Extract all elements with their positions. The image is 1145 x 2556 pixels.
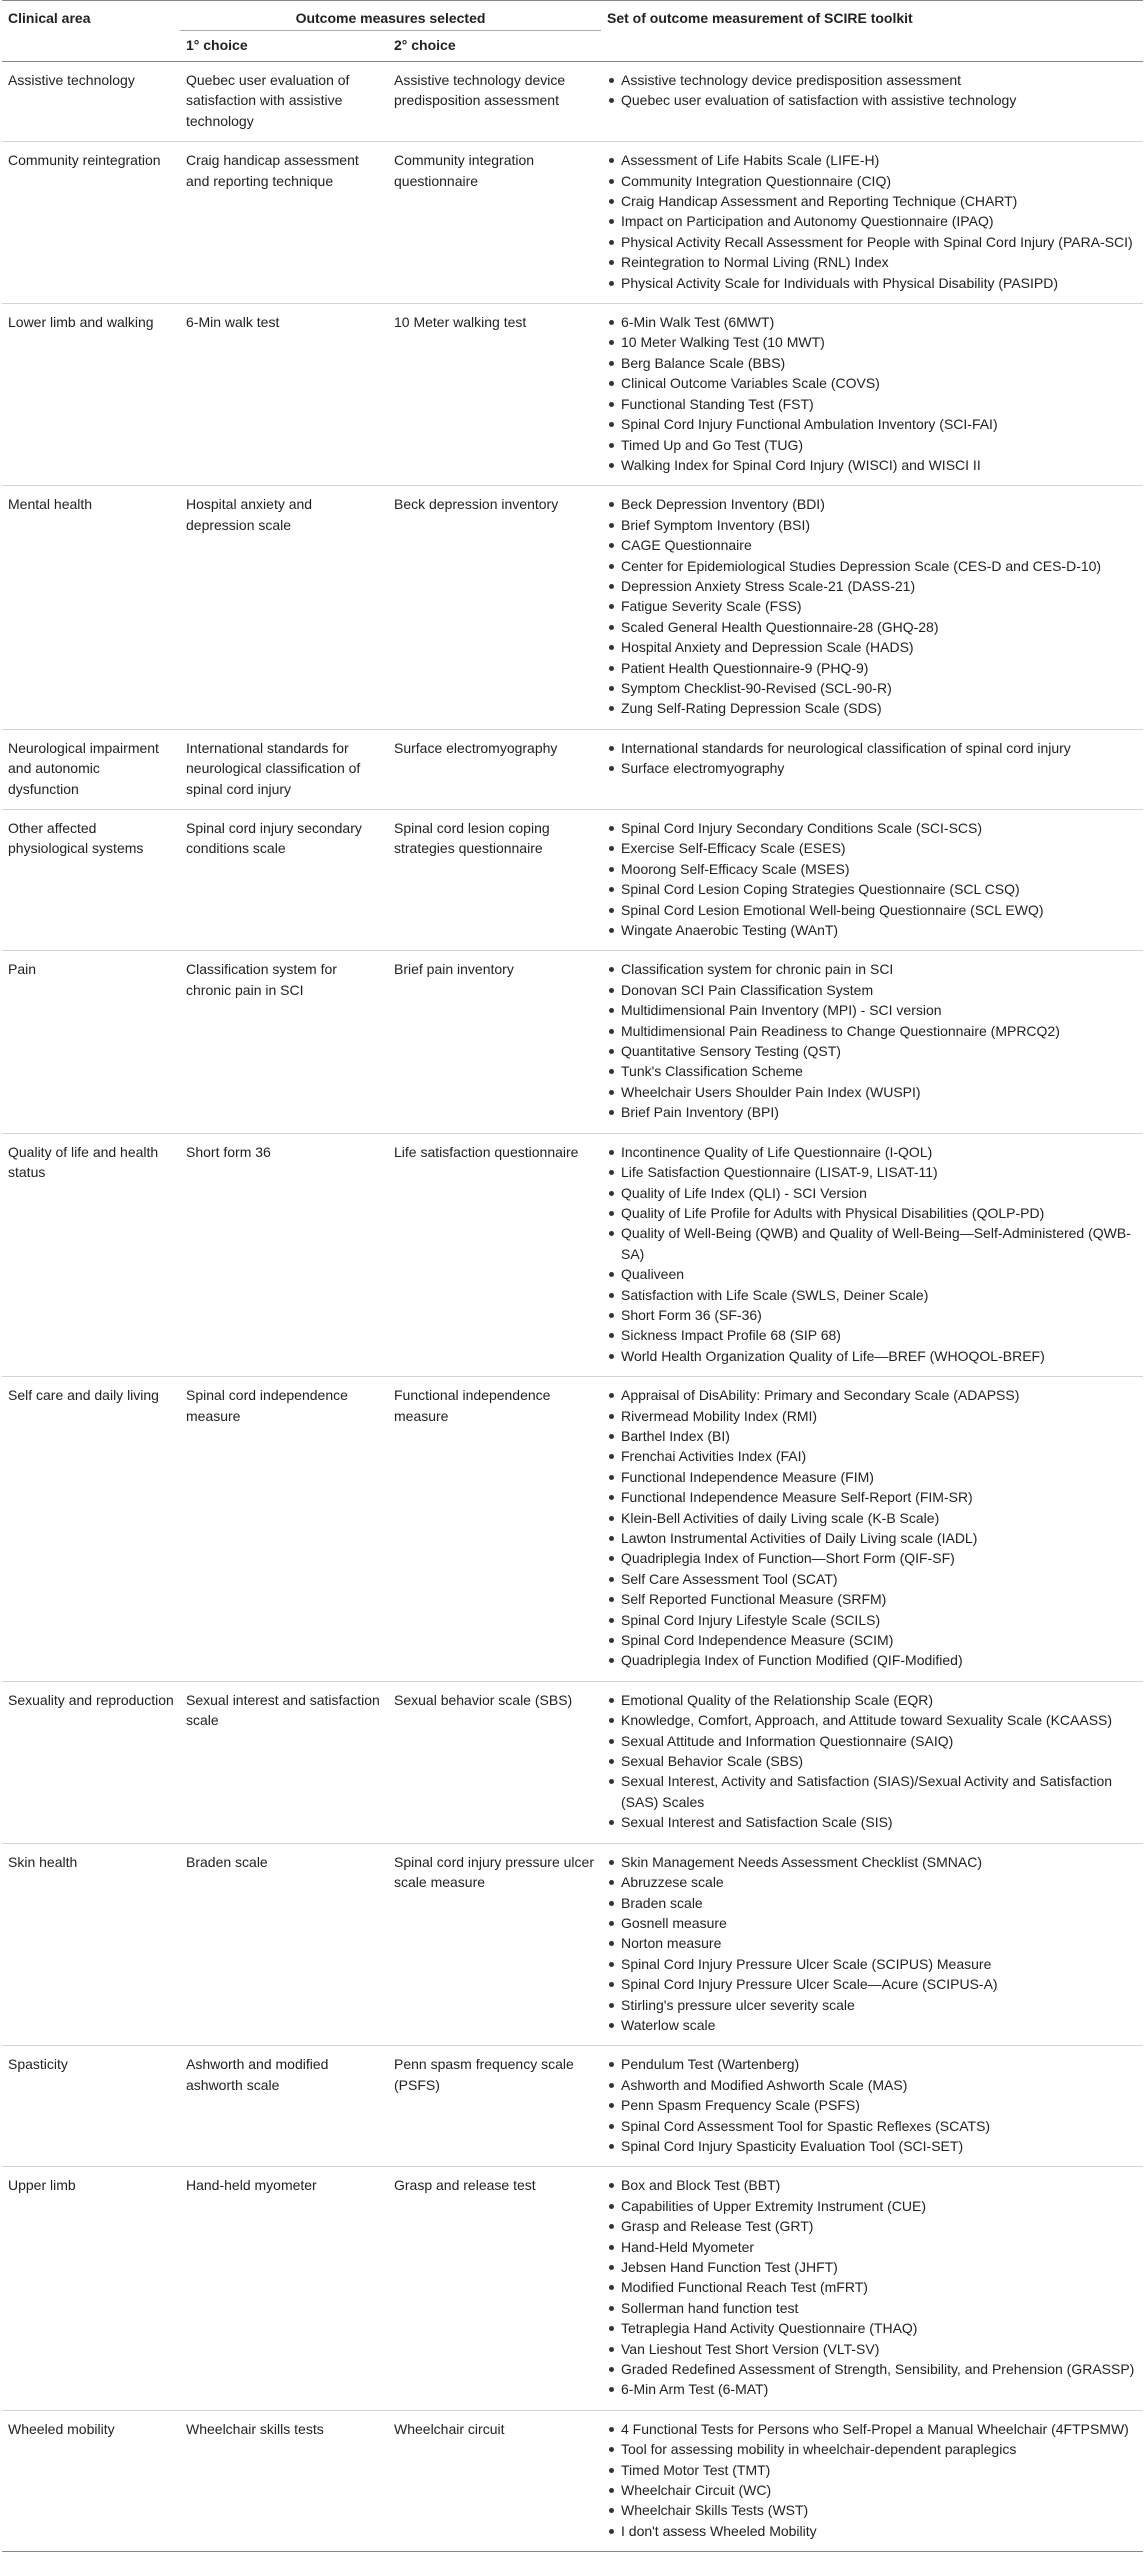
list-item: Ashworth and Modified Ashworth Scale (MAS) bbox=[607, 2075, 1137, 2095]
second-choice-cell: Beck depression inventory bbox=[394, 496, 559, 513]
measures-list bbox=[607, 818, 1137, 940]
first-choice-cell: Spinal cord injury secondary conditions scale bbox=[186, 820, 362, 857]
list-item: 6-Min Walk Test (6MWT) bbox=[607, 312, 1137, 332]
list-item: Short Form 36 (SF-36) bbox=[607, 1305, 1137, 1325]
clinical-area-cell: Mental health bbox=[8, 496, 93, 513]
list-item: Depression Anxiety Stress Scale-21 (DASS-21) bbox=[607, 576, 1137, 596]
list-item: Hand-Held Myometer bbox=[607, 2237, 1137, 2257]
table-row bbox=[2, 810, 1143, 951]
measures-list bbox=[607, 1690, 1137, 1833]
list-item: Klein-Bell Activities of daily Living scale (K-B Scale) bbox=[607, 1508, 1137, 1528]
second-choice-cell: Wheelchair circuit bbox=[394, 2420, 505, 2437]
table-row bbox=[2, 951, 1143, 1133]
measures-list bbox=[607, 1142, 1137, 1366]
table-row bbox=[2, 304, 1143, 486]
list-item: Sickness Impact Profile 68 (SIP 68) bbox=[607, 1325, 1137, 1345]
list-item: Spinal Cord Injury Spasticity Evaluation Tool (SCI-SET) bbox=[607, 2136, 1137, 2156]
second-choice-cell: Surface electromyography bbox=[394, 739, 558, 756]
list-item: Moorong Self-Efficacy Scale (MSES) bbox=[607, 859, 1137, 879]
list-item: Spinal Cord Independence Measure (SCIM) bbox=[607, 1630, 1137, 1650]
list-item: Self Reported Functional Measure (SRFM) bbox=[607, 1589, 1137, 1609]
measures-list bbox=[607, 2054, 1137, 2156]
list-item: Scaled General Health Questionnaire-28 (GHQ-28) bbox=[607, 617, 1137, 637]
list-item: Quantitative Sensory Testing (QST) bbox=[607, 1041, 1137, 1061]
first-choice-cell: Ashworth and modified ashworth scale bbox=[186, 2056, 329, 2093]
list-item: Norton measure bbox=[607, 1933, 1137, 1953]
list-item: Knowledge, Comfort, Approach, and Attitude toward Sexuality Scale (KCAASS) bbox=[607, 1710, 1137, 1730]
header-row-2 bbox=[2, 31, 1143, 62]
measures-cell bbox=[601, 729, 1143, 809]
measures-cell bbox=[601, 951, 1143, 1133]
first-choice-cell: Short form 36 bbox=[186, 1143, 271, 1160]
list-item: Spinal Cord Assessment Tool for Spastic Reflexes (SCATS) bbox=[607, 2116, 1137, 2136]
list-item: Donovan SCI Pain Classification System bbox=[607, 980, 1137, 1000]
list-item: Multidimensional Pain Readiness to Change Questionnaire (MPRCQ2) bbox=[607, 1021, 1137, 1041]
table-body bbox=[2, 62, 1143, 2552]
list-item: Spinal Cord Injury Pressure Ulcer Scale (SCIPUS) Measure bbox=[607, 1954, 1137, 1974]
list-item: 10 Meter Walking Test (10 MWT) bbox=[607, 332, 1137, 352]
list-item: Appraisal of DisAbility: Primary and Secondary Scale (ADAPSS) bbox=[607, 1385, 1137, 1405]
list-item: Lawton Instrumental Activities of Daily Living scale (IADL) bbox=[607, 1528, 1137, 1548]
list-item: Sexual Interest, Activity and Satisfaction (SIAS)/Sexual Activity and Satisfaction (SAS) Scales bbox=[607, 1771, 1137, 1812]
header-row-1 bbox=[2, 1, 1143, 31]
list-item: Clinical Outcome Variables Scale (COVS) bbox=[607, 373, 1137, 393]
list-item: Brief Pain Inventory (BPI) bbox=[607, 1102, 1137, 1122]
list-item: Skin Management Needs Assessment Checklist (SMNAC) bbox=[607, 1852, 1137, 1872]
list-item: Spinal Cord Injury Secondary Conditions Scale (SCI-SCS) bbox=[607, 818, 1137, 838]
measures-cell bbox=[601, 1133, 1143, 1376]
list-item: Tool for assessing mobility in wheelchair-dependent paraplegics bbox=[607, 2439, 1137, 2459]
list-item: Van Lieshout Test Short Version (VLT-SV) bbox=[607, 2339, 1137, 2359]
measures-list bbox=[607, 2175, 1137, 2399]
table-row bbox=[2, 1377, 1143, 1682]
list-item: Classification system for chronic pain in SCI bbox=[607, 959, 1137, 979]
list-item: Rivermead Mobility Index (RMI) bbox=[607, 1406, 1137, 1426]
clinical-area-cell: Spasticity bbox=[8, 2056, 68, 2073]
measures-cell bbox=[601, 810, 1143, 951]
list-item: Quality of Life Profile for Adults with Physical Disabilities (QOLP-PD) bbox=[607, 1203, 1137, 1223]
clinical-area-cell: Skin health bbox=[8, 1853, 78, 1870]
second-choice-cell: Spinal cord injury pressure ulcer scale measure bbox=[394, 1853, 594, 1891]
list-item: Incontinence Quality of Life Questionnaire (I-QOL) bbox=[607, 1142, 1137, 1162]
list-item: Zung Self-Rating Depression Scale (SDS) bbox=[607, 698, 1137, 718]
measures-list bbox=[607, 494, 1137, 718]
second-choice-cell: Community integration questionnaire bbox=[394, 152, 535, 189]
measures-list bbox=[607, 1852, 1137, 2036]
list-item: Frenchai Activities Index (FAI) bbox=[607, 1446, 1137, 1466]
first-choice-cell: Quebec user evaluation of satisfaction with assistive technology bbox=[186, 72, 350, 129]
header-second-choice: 2° choice bbox=[388, 31, 601, 62]
header-outcome-measures-selected: Outcome measures selected bbox=[180, 1, 601, 31]
table-row bbox=[2, 1133, 1143, 1376]
second-choice-cell: Brief pain inventory bbox=[394, 961, 514, 978]
clinical-area-cell: Assistive technology bbox=[8, 72, 135, 88]
list-item: Spinal Cord Injury Functional Ambulation Inventory (SCI-FAI) bbox=[607, 414, 1137, 434]
list-item: Quality of Life Index (QLI) - SCI Version bbox=[607, 1183, 1137, 1203]
list-item: Barthel Index (BI) bbox=[607, 1426, 1137, 1446]
list-item: Tunk's Classification Scheme bbox=[607, 1061, 1137, 1081]
measures-list bbox=[607, 959, 1137, 1122]
list-item: Beck Depression Inventory (BDI) bbox=[607, 494, 1137, 514]
header-blank-1 bbox=[2, 31, 180, 62]
second-choice-cell: 10 Meter walking test bbox=[394, 314, 527, 331]
list-item: Craig Handicap Assessment and Reporting Technique (CHART) bbox=[607, 191, 1137, 211]
clinical-area-cell: Upper limb bbox=[8, 2177, 76, 2194]
clinical-area-cell: Quality of life and health status bbox=[8, 1143, 159, 1181]
list-item: Symptom Checklist-90-Revised (SCL-90-R) bbox=[607, 678, 1137, 698]
list-item: 6-Min Arm Test (6-MAT) bbox=[607, 2379, 1137, 2399]
list-item: Graded Redefined Assessment of Strength, Sensibility, and Prehension (GRASSP) bbox=[607, 2359, 1137, 2379]
list-item: Timed Motor Test (TMT) bbox=[607, 2460, 1137, 2480]
measures-list bbox=[607, 150, 1137, 293]
list-item: Spinal Cord Injury Lifestyle Scale (SCILS) bbox=[607, 1610, 1137, 1630]
table-row bbox=[2, 2046, 1143, 2167]
list-item: Physical Activity Recall Assessment for People with Spinal Cord Injury (PARA-SCI) bbox=[607, 232, 1137, 252]
list-item: Modified Functional Reach Test (mFRT) bbox=[607, 2277, 1137, 2297]
measures-list bbox=[607, 738, 1137, 779]
first-choice-cell: Hospital anxiety and depression scale bbox=[186, 496, 313, 533]
list-item: Quality of Well-Being (QWB) and Quality of Well-Being—Self-Administered (QWB-SA) bbox=[607, 1223, 1137, 1264]
list-item: Sexual Attitude and Information Questionnaire (SAIQ) bbox=[607, 1731, 1137, 1751]
list-item: Functional Independence Measure (FIM) bbox=[607, 1467, 1137, 1487]
list-item: Wheelchair Users Shoulder Pain Index (WUSPI) bbox=[607, 1082, 1137, 1102]
measures-cell bbox=[601, 2410, 1143, 2551]
second-choice-cell: Assistive technology device predisposition assessment bbox=[394, 72, 566, 109]
list-item: Exercise Self-Efficacy Scale (ESES) bbox=[607, 838, 1137, 858]
list-item: Grasp and Release Test (GRT) bbox=[607, 2216, 1137, 2236]
second-choice-cell: Life satisfaction questionnaire bbox=[394, 1143, 579, 1160]
list-item: Self Care Assessment Tool (SCAT) bbox=[607, 1569, 1137, 1589]
list-item: I don't assess Wheeled Mobility bbox=[607, 2521, 1137, 2541]
measures-cell bbox=[601, 62, 1143, 142]
table-row bbox=[2, 62, 1143, 142]
first-choice-cell: Hand-held myometer bbox=[186, 2177, 317, 2194]
list-item: Spinal Cord Lesion Emotional Well-being Questionnaire (SCL EWQ) bbox=[607, 900, 1137, 920]
list-item: Spinal Cord Lesion Coping Strategies Questionnaire (SCL CSQ) bbox=[607, 879, 1137, 899]
clinical-area-cell: Wheeled mobility bbox=[8, 2420, 115, 2437]
outcome-measures-table bbox=[2, 0, 1143, 2552]
first-choice-cell: Craig handicap assessment and reporting technique bbox=[186, 152, 359, 189]
list-item: Walking Index for Spinal Cord Injury (WISCI) and WISCI II bbox=[607, 455, 1137, 475]
measures-cell bbox=[601, 1377, 1143, 1682]
clinical-area-cell: Neurological impairment and autonomic dysfunction bbox=[8, 739, 159, 797]
first-choice-cell: Spinal cord independence measure bbox=[186, 1387, 348, 1424]
list-item: Impact on Participation and Autonomy Questionnaire (IPAQ) bbox=[607, 211, 1137, 231]
first-choice-cell: 6-Min walk test bbox=[186, 314, 280, 331]
list-item: International standards for neurological classification of spinal cord injury bbox=[607, 738, 1137, 758]
measures-list bbox=[607, 1385, 1137, 1671]
list-item: Assessment of Life Habits Scale (LIFE-H) bbox=[607, 150, 1137, 170]
list-item: Reintegration to Normal Living (RNL) Index bbox=[607, 252, 1137, 272]
header-clinical-area: Clinical area bbox=[8, 10, 91, 26]
measures-cell bbox=[601, 2046, 1143, 2167]
list-item: Braden scale bbox=[607, 1893, 1137, 1913]
list-item: Qualiveen bbox=[607, 1264, 1137, 1284]
list-item: Sexual Interest and Satisfaction Scale (SIS) bbox=[607, 1812, 1137, 1832]
measures-cell bbox=[601, 142, 1143, 304]
first-choice-cell: Wheelchair skills tests bbox=[186, 2420, 324, 2437]
clinical-area-cell: Self care and daily living bbox=[8, 1387, 159, 1404]
second-choice-cell: Functional independence measure bbox=[394, 1387, 551, 1424]
header-blank-2 bbox=[601, 31, 1143, 62]
measures-cell bbox=[601, 2167, 1143, 2410]
clinical-area-cell: Other affected physiological systems bbox=[8, 820, 144, 857]
table-header bbox=[2, 1, 1143, 62]
list-item: Wheelchair Skills Tests (WST) bbox=[607, 2500, 1137, 2520]
list-item: Functional Independence Measure Self-Report (FIM-SR) bbox=[607, 1487, 1137, 1507]
measures-list bbox=[607, 2419, 1137, 2541]
list-item: Sollerman hand function test bbox=[607, 2298, 1137, 2318]
list-item: Brief Symptom Inventory (BSI) bbox=[607, 515, 1137, 535]
list-item: Penn Spasm Frequency Scale (PSFS) bbox=[607, 2095, 1137, 2115]
clinical-area-cell: Sexuality and reproduction bbox=[8, 1691, 174, 1708]
clinical-area-cell: Community reintegration bbox=[8, 152, 161, 169]
measures-cell bbox=[601, 486, 1143, 729]
list-item: Patient Health Questionnaire-9 (PHQ-9) bbox=[607, 658, 1137, 678]
table-row bbox=[2, 2167, 1143, 2410]
list-item: Spinal Cord Injury Pressure Ulcer Scale—Acure (SCIPUS-A) bbox=[607, 1974, 1137, 1994]
list-item: Timed Up and Go Test (TUG) bbox=[607, 435, 1137, 455]
header-first-choice: 1° choice bbox=[180, 31, 388, 62]
list-item: CAGE Questionnaire bbox=[607, 535, 1137, 555]
clinical-area-cell: Lower limb and walking bbox=[8, 314, 154, 331]
table-row bbox=[2, 729, 1143, 809]
second-choice-cell: Sexual behavior scale (SBS) bbox=[394, 1691, 573, 1708]
list-item: Surface electromyography bbox=[607, 758, 1137, 778]
list-item: Fatigue Severity Scale (FSS) bbox=[607, 596, 1137, 616]
list-item: Functional Standing Test (FST) bbox=[607, 394, 1137, 414]
first-choice-cell: Braden scale bbox=[186, 1853, 268, 1870]
list-item: Stirling's pressure ulcer severity scale bbox=[607, 1995, 1137, 2015]
list-item: Multidimensional Pain Inventory (MPI) - SCI version bbox=[607, 1000, 1137, 1020]
list-item: Berg Balance Scale (BBS) bbox=[607, 353, 1137, 373]
table-row bbox=[2, 486, 1143, 729]
second-choice-cell: Spinal cord lesion coping strategies questionnaire bbox=[394, 820, 550, 857]
first-choice-cell: Classification system for chronic pain in SCI bbox=[186, 961, 337, 998]
list-item: Sexual Behavior Scale (SBS) bbox=[607, 1751, 1137, 1771]
list-item: Wingate Anaerobic Testing (WAnT) bbox=[607, 920, 1137, 940]
list-item: Satisfaction with Life Scale (SWLS, Deiner Scale) bbox=[607, 1285, 1137, 1305]
list-item: Center for Epidemiological Studies Depression Scale (CES-D and CES-D-10) bbox=[607, 556, 1137, 576]
list-item: World Health Organization Quality of Life—BREF (WHOQOL-BREF) bbox=[607, 1346, 1137, 1366]
first-choice-cell: International standards for neurological classification of spinal cord injury bbox=[186, 739, 361, 797]
list-item: Community Integration Questionnaire (CIQ) bbox=[607, 171, 1137, 191]
list-item: Waterlow scale bbox=[607, 2015, 1137, 2035]
list-item: Gosnell measure bbox=[607, 1913, 1137, 1933]
table-row bbox=[2, 142, 1143, 304]
list-item: Pendulum Test (Wartenberg) bbox=[607, 2054, 1137, 2074]
measures-cell bbox=[601, 1843, 1143, 2046]
list-item: Wheelchair Circuit (WC) bbox=[607, 2480, 1137, 2500]
list-item: Abruzzese scale bbox=[607, 1872, 1137, 1892]
first-choice-cell: Sexual interest and satisfaction scale bbox=[186, 1691, 380, 1729]
list-item: Quadriplegia Index of Function—Short Form (QIF-SF) bbox=[607, 1548, 1137, 1568]
list-item: Physical Activity Scale for Individuals with Physical Disability (PASIPD) bbox=[607, 273, 1137, 293]
measures-list bbox=[607, 70, 1137, 111]
list-item: Quebec user evaluation of satisfaction with assistive technology bbox=[607, 90, 1137, 110]
measures-cell bbox=[601, 1681, 1143, 1843]
measures-cell bbox=[601, 304, 1143, 486]
second-choice-cell: Grasp and release test bbox=[394, 2177, 536, 2194]
table-row bbox=[2, 2410, 1143, 2551]
list-item: Assistive technology device predisposition assessment bbox=[607, 70, 1137, 90]
list-item: Box and Block Test (BBT) bbox=[607, 2175, 1137, 2195]
list-item: Capabilities of Upper Extremity Instrument (CUE) bbox=[607, 2196, 1137, 2216]
list-item: Jebsen Hand Function Test (JHFT) bbox=[607, 2257, 1137, 2277]
second-choice-cell: Penn spasm frequency scale (PSFS) bbox=[394, 2056, 574, 2093]
list-item: 4 Functional Tests for Persons who Self-Propel a Manual Wheelchair (4FTPSMW) bbox=[607, 2419, 1137, 2439]
clinical-area-cell: Pain bbox=[8, 961, 37, 978]
table-row bbox=[2, 1843, 1143, 2046]
list-item: Life Satisfaction Questionnaire (LISAT-9, LISAT-11) bbox=[607, 1162, 1137, 1182]
list-item: Emotional Quality of the Relationship Scale (EQR) bbox=[607, 1690, 1137, 1710]
list-item: Quadriplegia Index of Function Modified (QIF-Modified) bbox=[607, 1650, 1137, 1670]
table-row bbox=[2, 1681, 1143, 1843]
list-item: Tetraplegia Hand Activity Questionnaire (THAQ) bbox=[607, 2318, 1137, 2338]
list-item: Hospital Anxiety and Depression Scale (HADS) bbox=[607, 637, 1137, 657]
header-set-of-outcome: Set of outcome measurement of SCIRE toolkit bbox=[607, 10, 913, 26]
measures-list bbox=[607, 312, 1137, 475]
